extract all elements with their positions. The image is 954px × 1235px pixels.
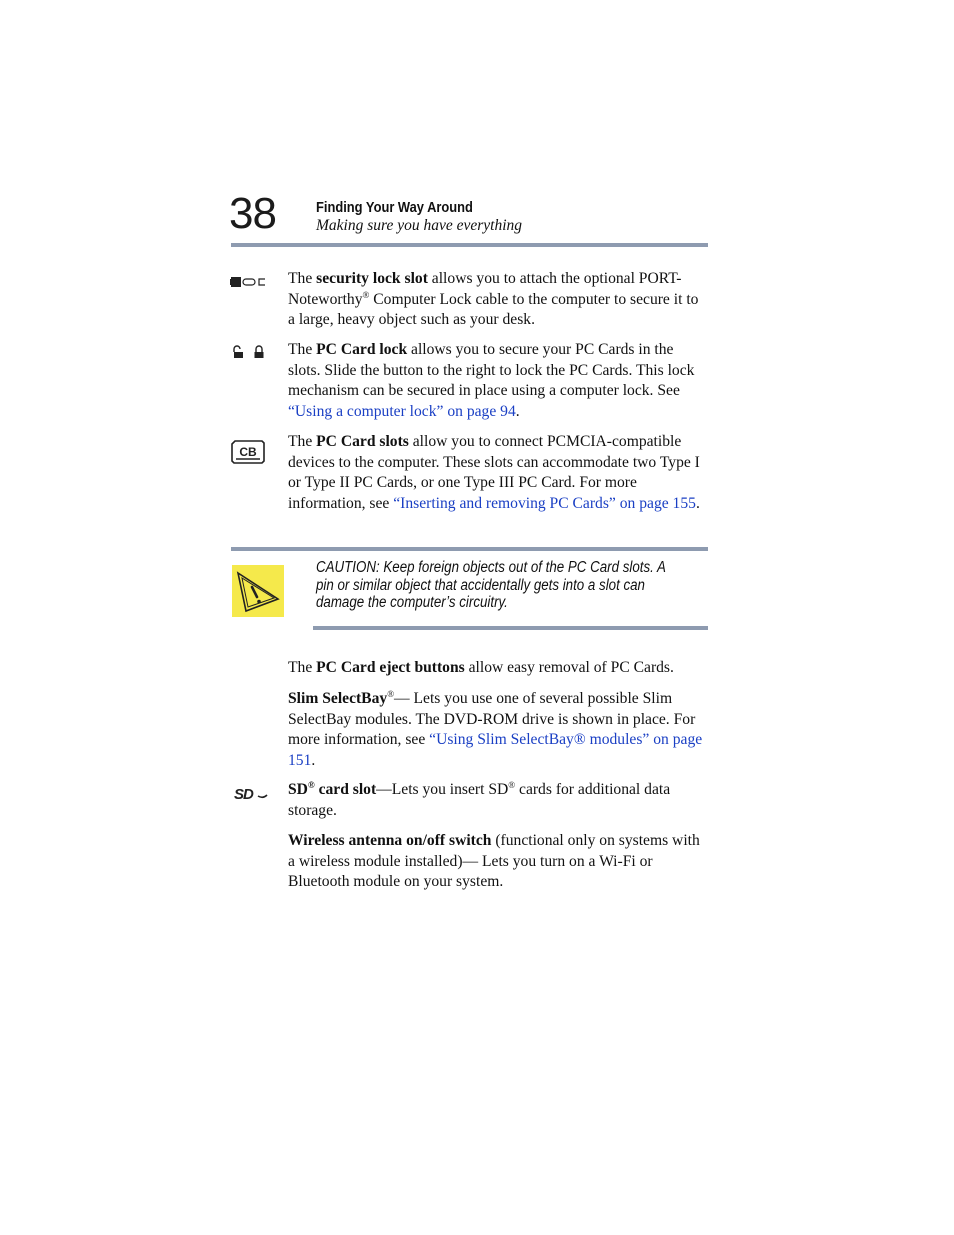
pc-card-lock-paragraph: The PC Card lock allows you to secure your PC Cards in the slots. Slide the button to the right to lock the PC Cards. This lock mechanism can be secured in place using a computer lock. See “Using a computer lock” on page 94. [288, 341, 695, 420]
pc-card-lock-term: PC Card lock [316, 341, 408, 358]
computer-lock-link[interactable]: “Using a computer lock” on page 94 [288, 402, 516, 420]
selectbay-term: Slim SelectBay [288, 690, 388, 707]
chapter-title: Finding Your Way Around [316, 199, 473, 216]
eject-buttons-paragraph: The PC Card eject buttons allow easy removal of PC Cards. [288, 659, 674, 676]
page-number: 38 [229, 189, 276, 238]
header-rule [231, 243, 708, 247]
security-lock-icon [230, 276, 266, 288]
cardbus-cb-icon [231, 440, 265, 464]
selectbay-link[interactable]: “Using Slim SelectBay® modules” on page 151 [288, 731, 703, 769]
section-subtitle: Making sure you have everything [316, 217, 523, 234]
pc-card-slots-paragraph: The PC Card slots allow you to connect PCMCIA-compatible devices to the computer. These slots can accommodate two Type I or Type II PC Cards, or one Type III PC Card. For more information, see “Inserting and removing PC Cards” on page 155. [288, 433, 700, 512]
padlock-icon [231, 345, 267, 359]
caution-text: CAUTION: Keep foreign objects out of the PC Card slots. A pin or similar object that accidentally gets into a slot can damage the computer’s circuitry. [316, 559, 666, 611]
eject-buttons-term: PC Card eject buttons [316, 659, 465, 676]
selectbay-paragraph: Slim SelectBay®— Lets you use one of several possible Slim SelectBay modules. The DVD-ROM drive is shown in place. For more information, see “Using Slim SelectBay® modules” on page 151. [288, 688, 703, 769]
pc-card-slots-term: PC Card slots [316, 433, 409, 450]
caution-rule-bottom [313, 626, 708, 630]
pc-cards-link[interactable]: “Inserting and removing PC Cards” on page 155 [393, 494, 696, 512]
warning-triangle-icon [232, 565, 284, 617]
wireless-term: Wireless antenna on/off switch [288, 832, 492, 849]
sd-slot-paragraph: SD® card slot—Lets you insert SD® cards for additional data storage. [288, 779, 671, 819]
caution-rule-top [231, 547, 708, 551]
svg-text:CB: CB [239, 445, 257, 459]
security-lock-paragraph: The security lock slot allows you to attach the optional PORT-Noteworthy® Computer Lock cable to the computer to secure it to a large, heavy object such as your desk. [288, 270, 699, 328]
sd-logo-icon [233, 786, 269, 802]
sd-term: SD® card slot [288, 779, 377, 798]
svg-text:SD: SD [234, 786, 253, 802]
security-lock-term: security lock slot [316, 270, 428, 287]
wireless-paragraph: Wireless antenna on/off switch (functional only on systems with a wireless module installed)— Lets you turn on a Wi-Fi or Bluetooth module on your system. [288, 832, 700, 890]
